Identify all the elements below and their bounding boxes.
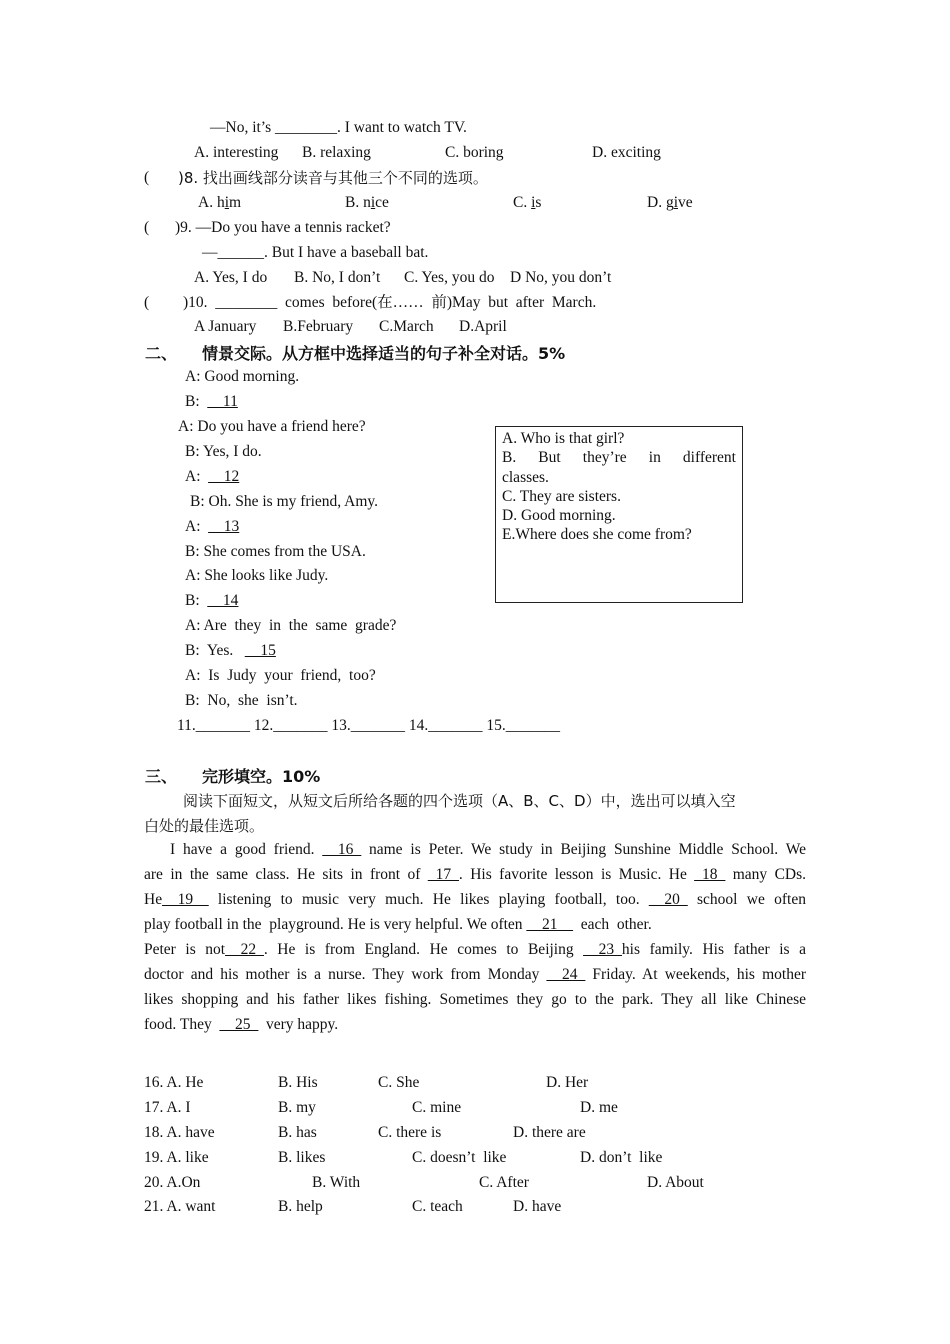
choice-19-d: D. don’t like (580, 1149, 663, 1166)
choice-20-b: B. With (312, 1174, 361, 1191)
q10-stem: )10. ________ comes before(在…… 前)May but after March. (183, 294, 597, 311)
box-option-e: E.Where does she come from? (502, 526, 692, 544)
blank-21: __21__ (526, 916, 573, 933)
box-option-a: A. Who is that girl? (502, 430, 625, 447)
passage-line: I have a good friend. __16_ name is Peter. We study in Beijing Sunshine Middle School. We (170, 841, 807, 858)
choice-18-c: C. there is (378, 1124, 442, 1141)
blank-11: __11 (207, 393, 238, 410)
choice-20-c: C. After (479, 1174, 529, 1191)
dialogue-line: A: Is Judy your friend, too? (185, 667, 376, 684)
passage-line: play football in the playground. He is very helpful. We often __21__ each other. (144, 916, 652, 933)
section3-number: 三、 (145, 767, 178, 786)
section3-title: 完形填空。10% (202, 767, 321, 786)
blank-22: __22_ (225, 941, 264, 958)
choice-19-b: B. likes (278, 1149, 326, 1166)
dialogue-line: A: __12 (185, 468, 240, 485)
answer-line: 11._______ 12._______ 13._______ 14._______ 15._______ (177, 717, 561, 734)
q8-option-c: C. is (513, 194, 542, 211)
dialogue-line: B: Yes. __15 (185, 642, 276, 659)
q10-option-d: D.April (459, 318, 507, 335)
choice-16-b: B. His (278, 1074, 318, 1091)
blank-12: __12 (208, 468, 240, 485)
q8-option-a: A. him (198, 194, 242, 211)
choice-18-a: 18. A. have (144, 1124, 215, 1141)
choice-19-a: 19. A. like (144, 1149, 209, 1166)
blank-25: __25_ (219, 1016, 259, 1033)
passage-line: doctor and his mother is a nurse. They work from Monday __24_ Friday. At weekends, his mother (144, 966, 806, 983)
q9-option-b: B. No, I don’t (294, 269, 381, 286)
q7-option-a: A. interesting (194, 144, 279, 161)
q10-option-c: C.March (379, 318, 434, 335)
q7-option-b: B. relaxing (302, 144, 371, 161)
q8-option-d: D. give (647, 194, 693, 211)
blank-24: __24_ (546, 966, 586, 983)
dialogue-line: B: __14 (185, 592, 239, 609)
passage-line: Peter is not__22_. He is from England. He comes to Beijing __23_his family. His father is a (144, 941, 807, 958)
q9-option-a: A. Yes, I do (194, 269, 268, 286)
section2-title: 情景交际。从方框中选择适当的句子补全对话。5% (202, 344, 566, 363)
blank-17: _17_ (427, 866, 459, 883)
dialogue-line: A: __13 (185, 518, 240, 535)
dialogue-line: B: She comes from the USA. (185, 543, 366, 560)
box-option-b-cont: classes. (502, 468, 549, 486)
choice-21-d: D. have (513, 1198, 562, 1215)
section3-instruction: 阅读下面短文，从短文后所给各题的四个选项（A、B、C、D）中，选出可以填入空 (183, 792, 736, 810)
choice-16-a: 16. A. He (144, 1074, 204, 1091)
choice-16-c: C. She (378, 1074, 420, 1091)
blank-14: __14 (207, 592, 239, 609)
choice-17-a: 17. A. I (144, 1099, 191, 1116)
choice-21-a: 21. A. want (144, 1198, 216, 1215)
q9-option-d: D No, you don’t (510, 269, 612, 286)
box-option-b: B. But they’re in different (502, 449, 736, 467)
dialogue-line: A: Good morning. (185, 368, 300, 385)
blank-15: __15 (244, 642, 276, 659)
q10-option-b: B.February (283, 318, 354, 335)
passage-line: likes shopping and his father likes fishing. Sometimes they go to the park. They all like Chinese (144, 991, 806, 1008)
dialogue-line: A: She looks like Judy. (185, 567, 329, 584)
choice-16-d: D. Her (546, 1074, 589, 1091)
choice-17-c: C. mine (412, 1099, 462, 1116)
blank-13: __13 (208, 518, 240, 535)
q8-stem: )8. 找出画线部分读音与其他三个不同的选项。 (178, 169, 488, 187)
dialogue-line: B: __11 (185, 393, 238, 410)
choice-21-b: B. help (278, 1198, 323, 1215)
q10-option-a: A January (194, 318, 257, 335)
passage-line: food. They __25_ very happy. (144, 1016, 339, 1033)
blank-20: __20_ (648, 891, 688, 908)
q9-paren: ( (144, 219, 150, 236)
q8-option-b: B. nice (345, 194, 389, 211)
choice-18-b: B. has (278, 1124, 317, 1141)
section2-number: 二、 (145, 344, 178, 363)
dialogue-line: B: No, she isn’t. (185, 692, 298, 709)
choice-18-d: D. there are (513, 1124, 586, 1141)
section3-instruction-cont: 白处的最佳选项。 (144, 817, 265, 835)
q7-option-c: C. boring (445, 144, 504, 161)
box-option-c: C. They are sisters. (502, 487, 621, 505)
choice-17-b: B. my (278, 1099, 316, 1116)
blank-16: __16_ (322, 841, 362, 858)
box-option-d: D. Good morning. (502, 507, 616, 525)
passage-line: are in the same class. He sits in front of _17_. His favorite lesson is Music. He _18_ many CDs. (144, 866, 807, 883)
choice-17-d: D. me (580, 1099, 618, 1116)
q9-line2: —______. But I have a baseball bat. (202, 244, 429, 261)
q7-dialog: —No, it’s ________. I want to watch TV. (210, 119, 467, 136)
q7-option-d: D. exciting (592, 144, 661, 161)
dialogue-line: A: Are they in the same grade? (185, 617, 397, 634)
blank-18: _18_ (694, 866, 726, 883)
options-box (495, 426, 743, 603)
q9-stem: )9. —Do you have a tennis racket? (175, 219, 391, 236)
q9-option-c: C. Yes, you do (404, 269, 495, 286)
blank-23: __23_ (583, 941, 622, 958)
dialogue-line: A: Do you have a friend here? (178, 418, 366, 435)
choice-20-d: D. About (647, 1174, 704, 1191)
passage-line: He__19__ listening to music very much. He likes playing football, too. __20_ school we often (144, 891, 806, 908)
dialogue-line: B: Yes, I do. (185, 443, 262, 460)
choice-21-c: C. teach (412, 1198, 463, 1215)
q10-paren: ( (144, 294, 150, 311)
choice-20-a: 20. A.On (144, 1174, 201, 1191)
choice-19-c: C. doesn’t like (412, 1149, 507, 1166)
blank-19: __19__ (162, 891, 209, 908)
dialogue-line: B: Oh. She is my friend, Amy. (190, 493, 379, 510)
q8-paren: ( (144, 169, 150, 186)
